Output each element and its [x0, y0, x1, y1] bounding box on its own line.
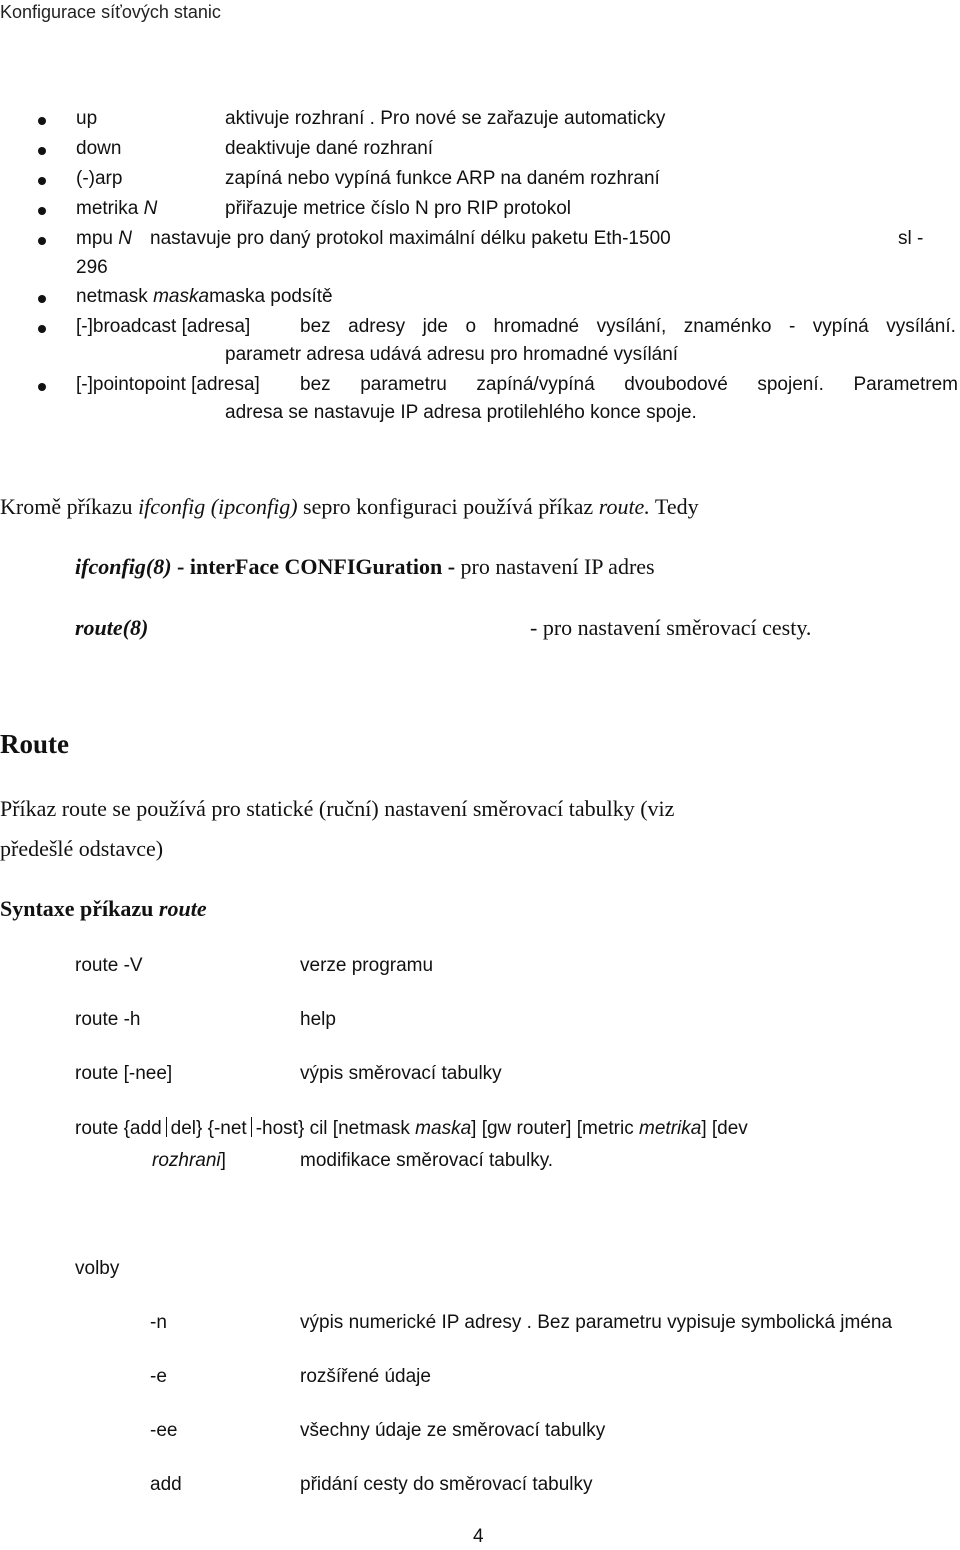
command-route-name: route(8) [75, 615, 149, 640]
bullet-icon [38, 383, 46, 391]
intro-paragraph: Kromě příkazu ifconfig (ipconfig) sepro konfiguraci používá příkaz route. Tedy [0, 494, 699, 519]
syntax-heading: Syntaxe příkazu route [0, 896, 207, 921]
syntax-cmd: route [-nee] [75, 1063, 173, 1084]
volby-opt: -e [150, 1366, 167, 1387]
volby-opt: -n [150, 1312, 167, 1333]
full-syntax-line2: rozhrani] [152, 1150, 226, 1171]
option-desc-pointopoint-line2: adresa se nastavuje IP adresa protilehlého konce spoje. [225, 402, 697, 423]
pipe-separator [166, 1117, 167, 1137]
volby-label: volby [75, 1258, 120, 1279]
option-term-down: down [76, 138, 122, 159]
section-paragraph-line1: Příkaz route se používá pro statické (ruční) nastavení směrovací tabulky (viz [0, 796, 675, 821]
bullet-icon [38, 295, 46, 303]
command-ifconfig: ifconfig(8) - interFace CONFIGuration - pro nastavení IP adres [75, 554, 655, 579]
option-desc-down: deaktivuje dané rozhraní [225, 138, 434, 159]
syntax-desc: verze programu [300, 955, 434, 976]
bullet-icon [38, 117, 46, 125]
syntax-desc: help [300, 1009, 336, 1030]
full-syntax-desc: modifikace směrovací tabulky. [300, 1150, 554, 1171]
volby-desc: rozšířené údaje [300, 1366, 431, 1387]
option-desc-broadcast-line1: bez adresy jde o hromadné vysílání, znaménko - vypíná vysílání. [300, 316, 956, 337]
volby-desc: všechny údaje ze směrovací tabulky [300, 1420, 606, 1441]
option-term-metrika: metrika N [76, 198, 158, 219]
bullet-icon [38, 147, 46, 155]
option-term-mpu: mpu N [76, 228, 132, 249]
syntax-desc: výpis směrovací tabulky [300, 1063, 502, 1084]
option-desc-mpu-line2: 296 [76, 257, 108, 278]
command-route-desc: - pro nastavení směrovací cesty. [530, 615, 812, 640]
volby-opt: -ee [150, 1420, 178, 1441]
syntax-cmd: route -h [75, 1009, 141, 1030]
bullet-icon [38, 177, 46, 185]
option-desc-mpu-tail: sl - [898, 228, 924, 249]
volby-desc: přidání cesty do směrovací tabulky [300, 1474, 593, 1495]
section-title: Route [0, 729, 69, 759]
option-desc-pointopoint-line1: bez parametru zapíná/vypíná dvoubodové spojení. Parametrem [300, 374, 958, 395]
syntax-cmd: route -V [75, 955, 143, 976]
bullet-icon [38, 325, 46, 333]
pipe-separator [251, 1117, 252, 1137]
option-desc-broadcast-line2: parametr adresa udává adresu pro hromadné vysílání [225, 344, 679, 365]
option-term-broadcast: [-]broadcast [adresa] [76, 316, 251, 337]
full-syntax-line1: route {add del} {-net -host} cil [netmask maska] [gw router] [metric metrika] [dev [75, 1118, 748, 1139]
bullet-icon [38, 237, 46, 245]
option-term-arp: (-)arp [76, 168, 123, 189]
volby-opt: add [150, 1474, 182, 1495]
option-desc-metrika: přiřazuje metrice číslo N pro RIP protokol [225, 198, 571, 219]
option-desc-arp: zapíná nebo vypíná funkce ARP na daném rozhraní [225, 168, 660, 189]
option-term-up: up [76, 108, 98, 129]
volby-desc: výpis numerické IP adresy . Bez parametru vypisuje symbolická jména [300, 1312, 893, 1333]
section-paragraph-line2: předešlé odstavce) [0, 836, 164, 861]
page-number: 4 [473, 1526, 484, 1547]
bullet-icon [38, 207, 46, 215]
option-desc-mpu: nastavuje pro daný protokol maximální délku paketu Eth-1500 [150, 228, 671, 249]
option-term-pointopoint: [-]pointopoint [adresa] [76, 374, 260, 395]
page-header: Konfigurace síťových stanic [0, 2, 221, 22]
option-netmask: netmask maskamaska podsítě [76, 286, 333, 307]
option-desc-up: aktivuje rozhraní . Pro nové se zařazuje automaticky [225, 108, 666, 129]
